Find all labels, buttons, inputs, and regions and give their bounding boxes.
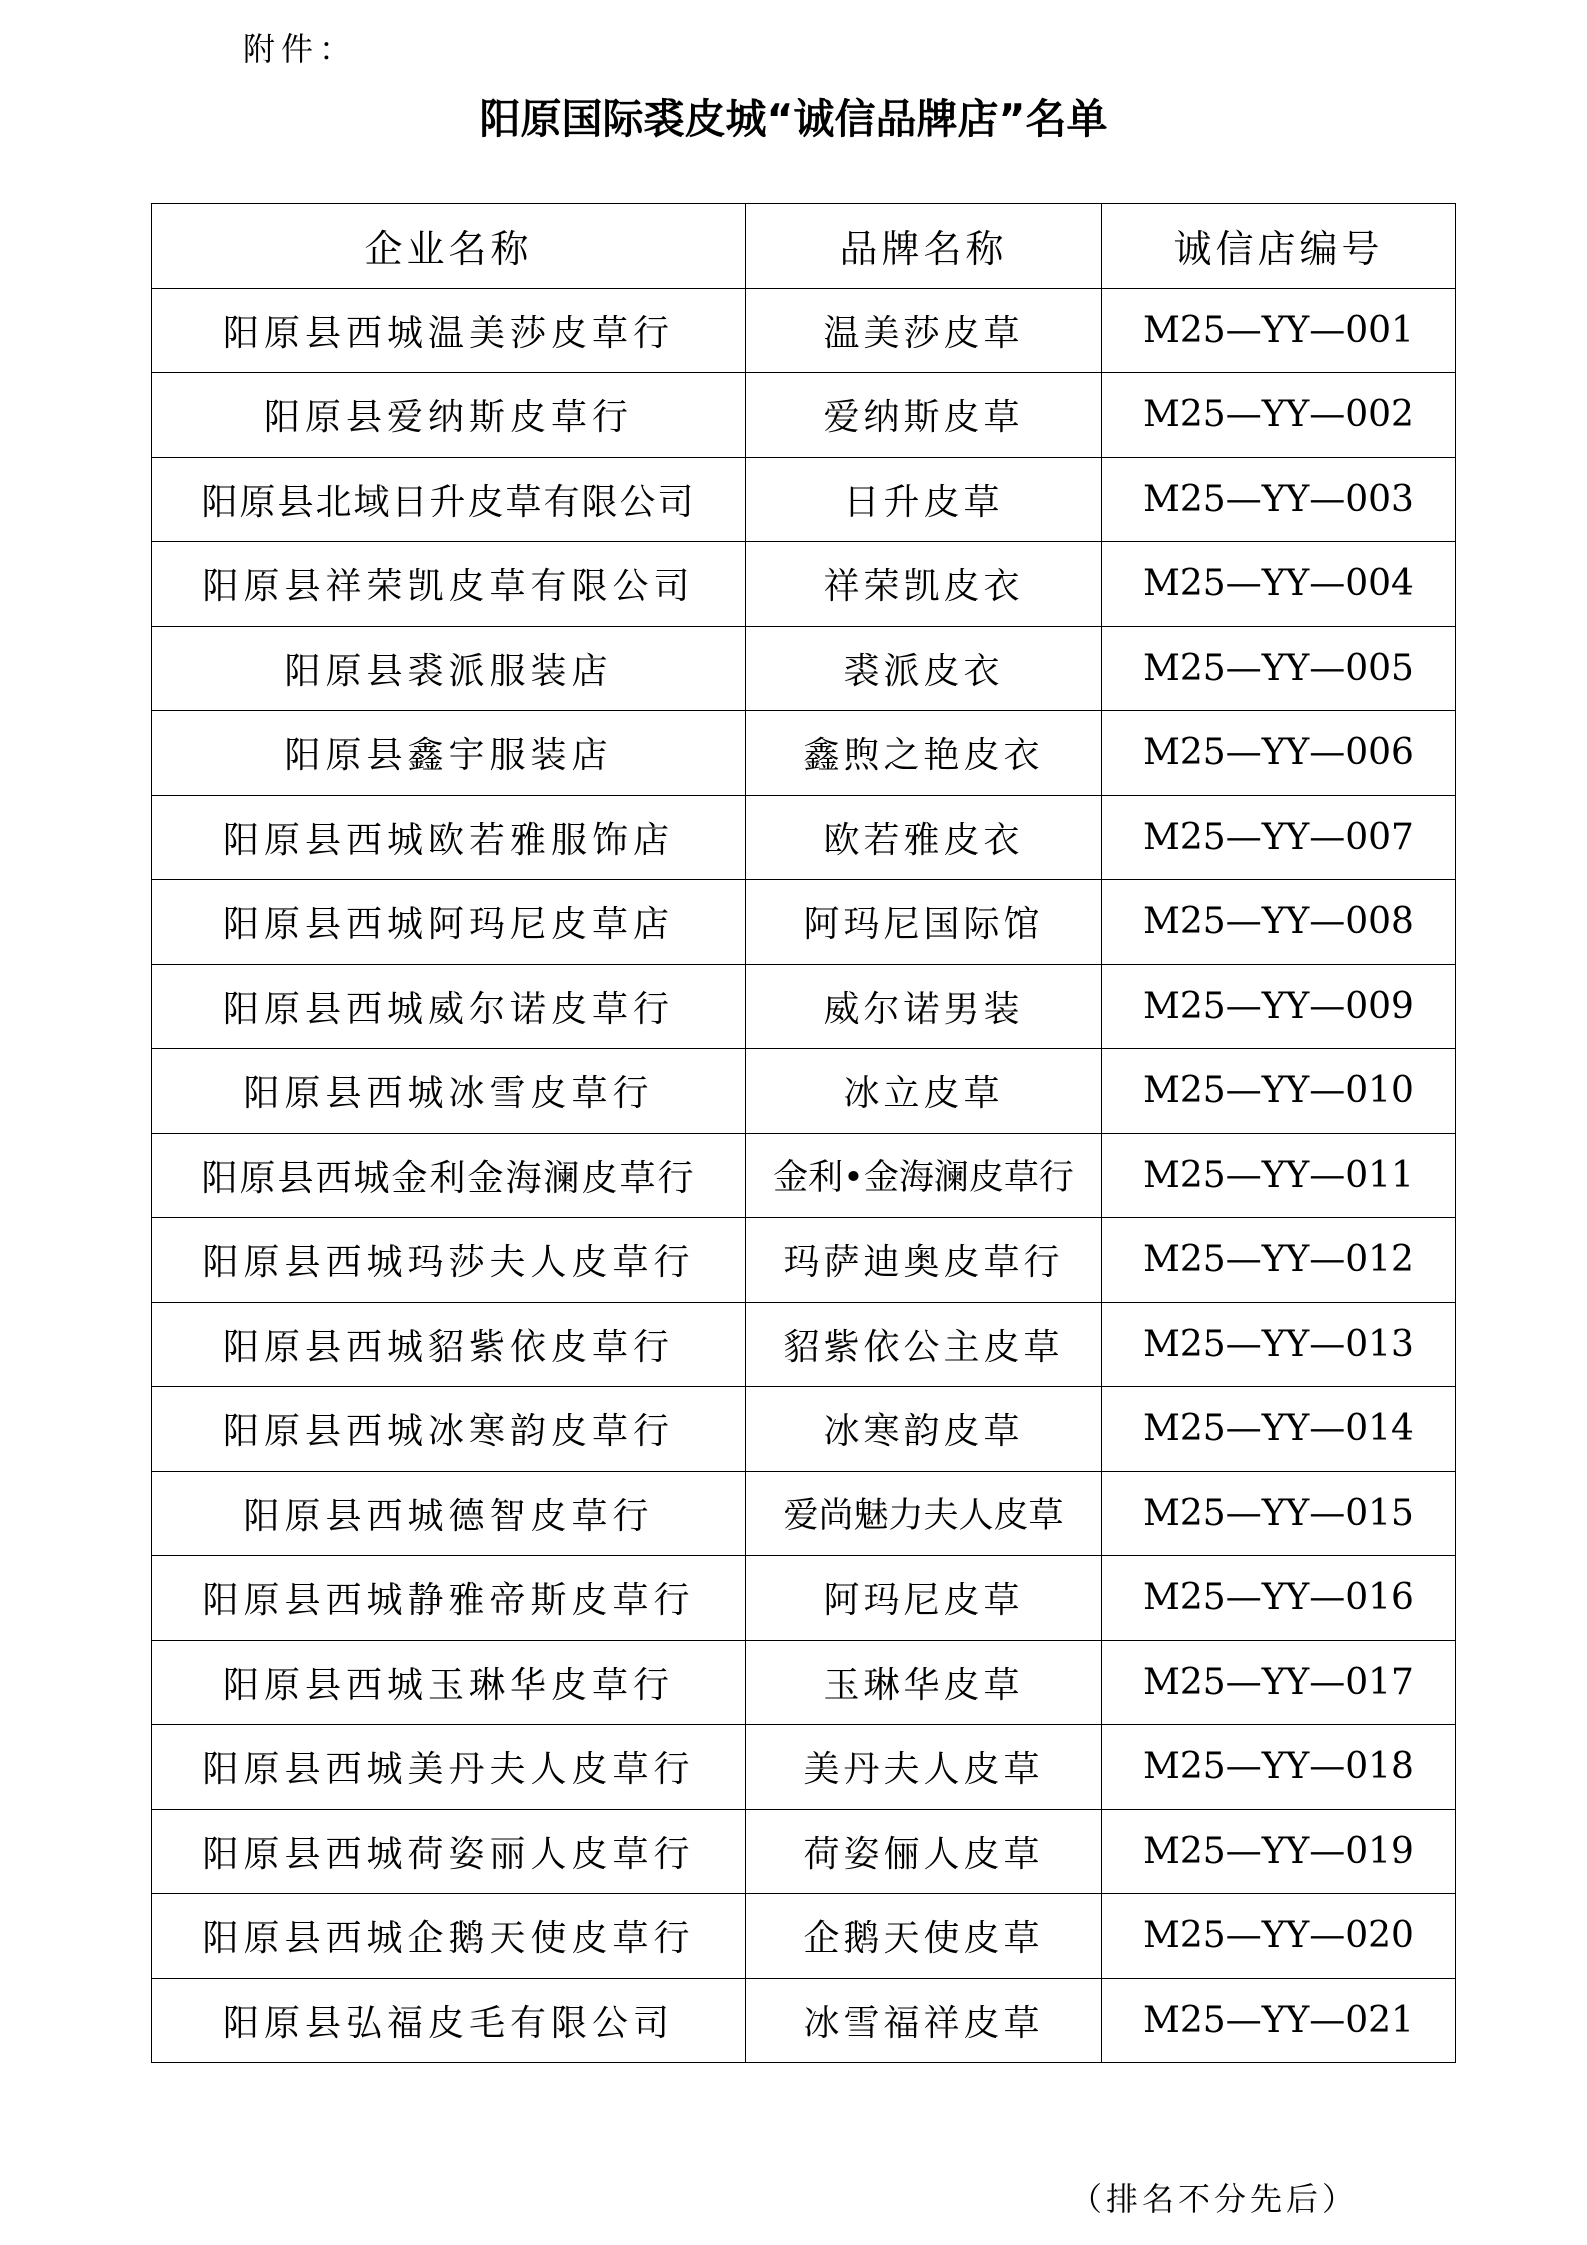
brand-cell: 金利•金海澜皮草行 [746, 1133, 1102, 1218]
table-row [152, 457, 1456, 542]
column-header-code: 诚信店编号 [1102, 204, 1456, 289]
brand-cell: 冰立皮草 [746, 1049, 1102, 1134]
table-row [152, 1556, 1456, 1641]
column-header-brand: 品牌名称 [746, 204, 1102, 289]
code-cell: M25—YY—011 [1102, 1133, 1456, 1218]
company-cell: 阳原县祥荣凯皮草有限公司 [152, 542, 746, 627]
table-row [152, 1049, 1456, 1134]
code-cell: M25—YY—020 [1102, 1894, 1456, 1979]
company-cell: 阳原县西城美丹夫人皮草行 [152, 1725, 746, 1810]
table-row [152, 795, 1456, 880]
brand-cell: 美丹夫人皮草 [746, 1725, 1102, 1810]
table-row [152, 1725, 1456, 1810]
brand-cell: 貂紫依公主皮草 [746, 1302, 1102, 1387]
table-row [152, 1809, 1456, 1894]
table-body [152, 288, 1456, 2063]
code-cell: M25—YY—010 [1102, 1049, 1456, 1134]
table-row [152, 542, 1456, 627]
brand-cell: 爱纳斯皮草 [746, 373, 1102, 458]
table-row [152, 1471, 1456, 1556]
company-cell: 阳原县西城貂紫依皮草行 [152, 1302, 746, 1387]
brand-cell: 阿玛尼国际馆 [746, 880, 1102, 965]
table-row [152, 711, 1456, 796]
company-cell: 阳原县西城冰雪皮草行 [152, 1049, 746, 1134]
brand-cell: 阿玛尼皮草 [746, 1556, 1102, 1641]
table-row [152, 373, 1456, 458]
table-row [152, 1978, 1456, 2063]
company-cell: 阳原县西城德智皮草行 [152, 1471, 746, 1556]
company-cell: 阳原县西城欧若雅服饰店 [152, 795, 746, 880]
attachment-label: 附件： [243, 30, 358, 68]
code-cell: M25—YY—002 [1102, 373, 1456, 458]
brand-cell: 裘派皮衣 [746, 626, 1102, 711]
table-row [152, 288, 1456, 373]
code-cell: M25—YY—016 [1102, 1556, 1456, 1641]
company-cell: 阳原县爱纳斯皮草行 [152, 373, 746, 458]
brand-cell: 爱尚魅力夫人皮草 [746, 1471, 1102, 1556]
column-header-company: 企业名称 [152, 204, 746, 289]
brand-cell: 祥荣凯皮衣 [746, 542, 1102, 627]
code-cell: M25—YY—013 [1102, 1302, 1456, 1387]
table-row [152, 1387, 1456, 1472]
code-cell: M25—YY—014 [1102, 1387, 1456, 1472]
code-cell: M25—YY—005 [1102, 626, 1456, 711]
code-cell: M25—YY—001 [1102, 288, 1456, 373]
code-cell: M25—YY—009 [1102, 964, 1456, 1049]
code-cell: M25—YY—019 [1102, 1809, 1456, 1894]
brand-cell: 温美莎皮草 [746, 288, 1102, 373]
company-cell: 阳原县西城金利金海澜皮草行 [152, 1133, 746, 1218]
company-cell: 阳原县西城温美莎皮草行 [152, 288, 746, 373]
code-cell: M25—YY—007 [1102, 795, 1456, 880]
brand-cell: 企鹅天使皮草 [746, 1894, 1102, 1979]
company-cell: 阳原县西城玉琳华皮草行 [152, 1640, 746, 1725]
table-row [152, 880, 1456, 965]
table-header [152, 204, 1456, 289]
company-cell: 阳原县西城阿玛尼皮草店 [152, 880, 746, 965]
document-title: 阳原国际裘皮城“诚信品牌店”名单 [479, 95, 1108, 143]
company-cell: 阳原县西城冰寒韵皮草行 [152, 1387, 746, 1472]
company-cell: 阳原县西城荷姿丽人皮草行 [152, 1809, 746, 1894]
table-row [152, 626, 1456, 711]
table-row [152, 1218, 1456, 1303]
company-cell: 阳原县弘福皮毛有限公司 [152, 1978, 746, 2063]
brand-cell: 玉琳华皮草 [746, 1640, 1102, 1725]
code-cell: M25—YY—006 [1102, 711, 1456, 796]
code-cell: M25—YY—015 [1102, 1471, 1456, 1556]
code-cell: M25—YY—021 [1102, 1978, 1456, 2063]
brand-cell: 欧若雅皮衣 [746, 795, 1102, 880]
brand-cell: 荷姿俪人皮草 [746, 1809, 1102, 1894]
brand-cell: 鑫煦之艳皮衣 [746, 711, 1102, 796]
table-row [152, 1640, 1456, 1725]
brand-cell: 玛萨迪奥皮草行 [746, 1218, 1102, 1303]
brand-cell: 冰寒韵皮草 [746, 1387, 1102, 1472]
brand-cell: 冰雪福祥皮草 [746, 1978, 1102, 2063]
code-cell: M25—YY—008 [1102, 880, 1456, 965]
table-row [152, 1894, 1456, 1979]
table-row [152, 1302, 1456, 1387]
code-cell: M25—YY—012 [1102, 1218, 1456, 1303]
code-cell: M25—YY—004 [1102, 542, 1456, 627]
table-row [152, 1133, 1456, 1218]
brand-cell: 威尔诺男装 [746, 964, 1102, 1049]
table-header-row [152, 204, 1456, 289]
brand-cell: 日升皮草 [746, 457, 1102, 542]
code-cell: M25—YY—018 [1102, 1725, 1456, 1810]
code-cell: M25—YY—017 [1102, 1640, 1456, 1725]
table-row [152, 964, 1456, 1049]
company-cell: 阳原县西城企鹅天使皮草行 [152, 1894, 746, 1979]
ranking-note: （排名不分先后） [1070, 2180, 1359, 2218]
store-list-table [151, 203, 1456, 2063]
company-cell: 阳原县西城玛莎夫人皮草行 [152, 1218, 746, 1303]
code-cell: M25—YY—003 [1102, 457, 1456, 542]
company-cell: 阳原县鑫宇服装店 [152, 711, 746, 796]
company-cell: 阳原县西城静雅帝斯皮草行 [152, 1556, 746, 1641]
company-cell: 阳原县北域日升皮草有限公司 [152, 457, 746, 542]
company-cell: 阳原县西城威尔诺皮草行 [152, 964, 746, 1049]
company-cell: 阳原县裘派服装店 [152, 626, 746, 711]
